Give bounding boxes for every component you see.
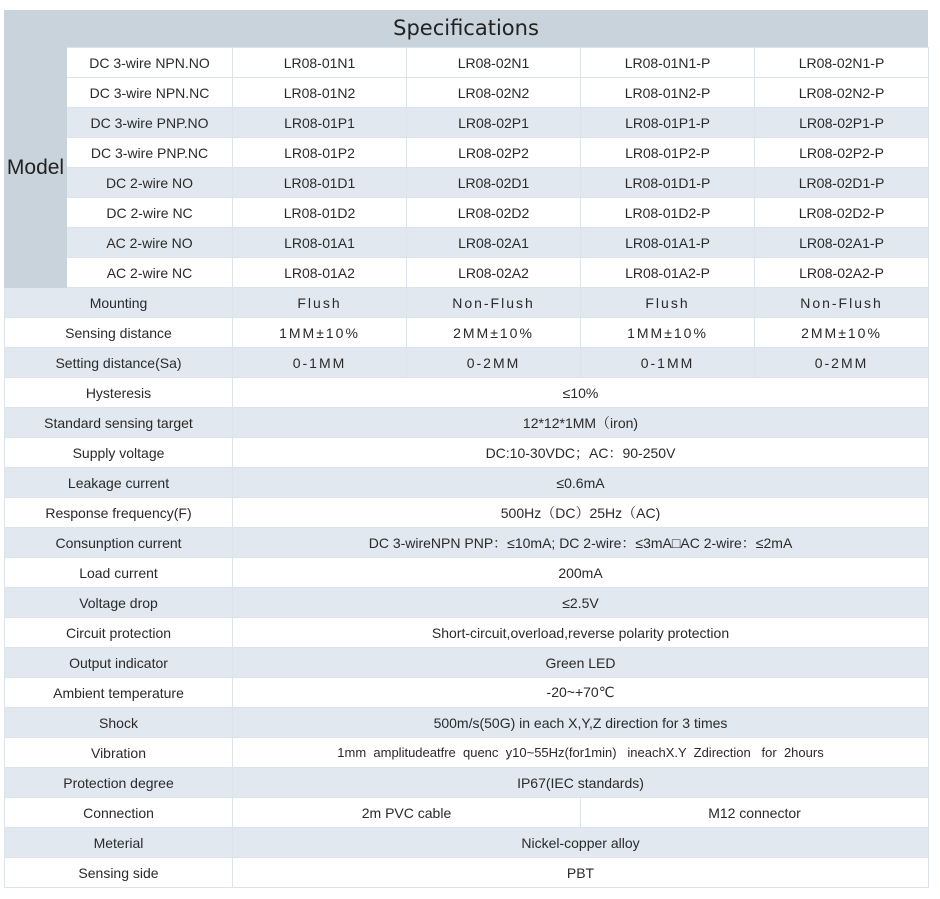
model-code: LR08-01P2 — [233, 138, 407, 168]
row-label: Protection degree — [5, 768, 233, 798]
table-row — [5, 228, 929, 258]
table-row — [5, 108, 929, 138]
row-value: Nickel-copper alloy — [233, 828, 929, 858]
row-label: Connection — [5, 798, 233, 828]
model-code: LR08-02D2-P — [755, 198, 929, 228]
row-value: 500m/s(50G) in each X,Y,Z direction for 3 times — [233, 708, 929, 738]
model-code: LR08-02P1-P — [755, 108, 929, 138]
table-row — [5, 768, 929, 798]
row-label: Leakage current — [5, 468, 233, 498]
row-value: PBT — [233, 858, 929, 888]
table-row — [5, 678, 929, 708]
row-value: DC 3-wireNPN PNP：≤10mA; DC 2-wire：≤3mA□AC 2-wire：≤2mA — [233, 528, 929, 558]
table-row — [5, 48, 929, 78]
row-label: Shock — [5, 708, 233, 738]
model-code: LR08-01D2-P — [581, 198, 755, 228]
row-value: -20~+70℃ — [233, 678, 929, 708]
row-value: Non-Flush — [755, 288, 929, 318]
row-value: Flush — [233, 288, 407, 318]
table-row — [5, 378, 929, 408]
row-value: ≤2.5V — [233, 588, 929, 618]
table-row — [5, 258, 929, 288]
table-row — [5, 648, 929, 678]
table-row — [5, 408, 929, 438]
model-code: LR08-01D2 — [233, 198, 407, 228]
table-row — [5, 78, 929, 108]
model-code: LR08-01N2-P — [581, 78, 755, 108]
row-value: DC:10-30VDC；AC：90-250V — [233, 438, 929, 468]
spec-sheet — [4, 10, 928, 888]
table-row — [5, 588, 929, 618]
model-code: LR08-02N1 — [407, 48, 581, 78]
model-code: LR08-01N1-P — [581, 48, 755, 78]
model-code: LR08-01P2-P — [581, 138, 755, 168]
row-value: ≤10% — [233, 378, 929, 408]
row-value: 0-1MM — [581, 348, 755, 378]
row-label: Circuit protection — [5, 618, 233, 648]
model-type: DC 3-wire NPN.NO — [67, 48, 233, 78]
row-value: Non-Flush — [407, 288, 581, 318]
row-label: Meterial — [5, 828, 233, 858]
model-code: LR08-01N2 — [233, 78, 407, 108]
model-code: LR08-02A1 — [407, 228, 581, 258]
model-header: Model — [5, 48, 67, 288]
model-code: LR08-02N1-P — [755, 48, 929, 78]
table-row — [5, 528, 929, 558]
page-title: Specifications — [4, 10, 928, 47]
model-code: LR08-01A1-P — [581, 228, 755, 258]
model-code: LR08-01D1 — [233, 168, 407, 198]
table-row — [5, 138, 929, 168]
table-row — [5, 468, 929, 498]
row-value: 0-1MM — [233, 348, 407, 378]
model-code: LR08-01A1 — [233, 228, 407, 258]
row-value: 2MM±10% — [407, 318, 581, 348]
model-code: LR08-02A2-P — [755, 258, 929, 288]
row-value: 2MM±10% — [755, 318, 929, 348]
model-code: LR08-02D1 — [407, 168, 581, 198]
model-type: AC 2-wire NC — [67, 258, 233, 288]
row-value: ≤0.6mA — [233, 468, 929, 498]
row-value: Green LED — [233, 648, 929, 678]
row-label: Voltage drop — [5, 588, 233, 618]
table-row — [5, 498, 929, 528]
row-value: Flush — [581, 288, 755, 318]
model-code: LR08-01A2 — [233, 258, 407, 288]
row-label: Hysteresis — [5, 378, 233, 408]
table-row — [5, 558, 929, 588]
model-type: DC 3-wire NPN.NC — [67, 78, 233, 108]
model-type: AC 2-wire NO — [67, 228, 233, 258]
row-value: Short-circuit,overload,reverse polarity protection — [233, 618, 929, 648]
table-row — [5, 168, 929, 198]
table-row — [5, 798, 929, 828]
model-code: LR08-02P2-P — [755, 138, 929, 168]
model-code: LR08-01P1 — [233, 108, 407, 138]
table-row — [5, 708, 929, 738]
row-label: Setting distance(Sa) — [5, 348, 233, 378]
model-code: LR08-02P1 — [407, 108, 581, 138]
model-code: LR08-01N1 — [233, 48, 407, 78]
row-label: Supply voltage — [5, 438, 233, 468]
row-label: Sensing side — [5, 858, 233, 888]
row-label: Ambient temperature — [5, 678, 233, 708]
row-label: Mounting — [5, 288, 233, 318]
table-row — [5, 858, 929, 888]
model-code: LR08-02P2 — [407, 138, 581, 168]
model-code: LR08-02D2 — [407, 198, 581, 228]
table-row — [5, 438, 929, 468]
model-code: LR08-01A2-P — [581, 258, 755, 288]
spec-table — [4, 47, 929, 888]
table-row — [5, 288, 929, 318]
model-code: LR08-02N2-P — [755, 78, 929, 108]
row-value: 200mA — [233, 558, 929, 588]
row-value: IP67(IEC standards) — [233, 768, 929, 798]
model-type: DC 2-wire NO — [67, 168, 233, 198]
row-label: Sensing distance — [5, 318, 233, 348]
model-type: DC 3-wire PNP.NO — [67, 108, 233, 138]
row-value: 500Hz（DC）25Hz（AC) — [233, 498, 929, 528]
table-row — [5, 198, 929, 228]
row-label: Standard sensing target — [5, 408, 233, 438]
model-code: LR08-02N2 — [407, 78, 581, 108]
model-code: LR08-01P1-P — [581, 108, 755, 138]
table-row — [5, 828, 929, 858]
table-row — [5, 348, 929, 378]
model-code: LR08-02A1-P — [755, 228, 929, 258]
row-label: Response frequency(F) — [5, 498, 233, 528]
table-row — [5, 738, 929, 768]
row-value: 2m PVC cable — [233, 798, 581, 828]
model-type: DC 3-wire PNP.NC — [67, 138, 233, 168]
row-value: 1MM±10% — [581, 318, 755, 348]
row-label: Load current — [5, 558, 233, 588]
row-value: 1MM±10% — [233, 318, 407, 348]
model-type: DC 2-wire NC — [67, 198, 233, 228]
row-label: Consunption current — [5, 528, 233, 558]
row-value: 0-2MM — [755, 348, 929, 378]
row-value: 1mm amplitudeatfre quenc y10~55Hz(for1min) ineachX.Y Zdirection for 2hours — [233, 738, 929, 768]
row-value: 12*12*1MM（iron) — [233, 408, 929, 438]
model-code: LR08-02A2 — [407, 258, 581, 288]
row-label: Vibration — [5, 738, 233, 768]
table-row — [5, 318, 929, 348]
table-row — [5, 618, 929, 648]
row-label: Output indicator — [5, 648, 233, 678]
row-value: 0-2MM — [407, 348, 581, 378]
model-code: LR08-02D1-P — [755, 168, 929, 198]
row-value: M12 connector — [581, 798, 929, 828]
model-code: LR08-01D1-P — [581, 168, 755, 198]
